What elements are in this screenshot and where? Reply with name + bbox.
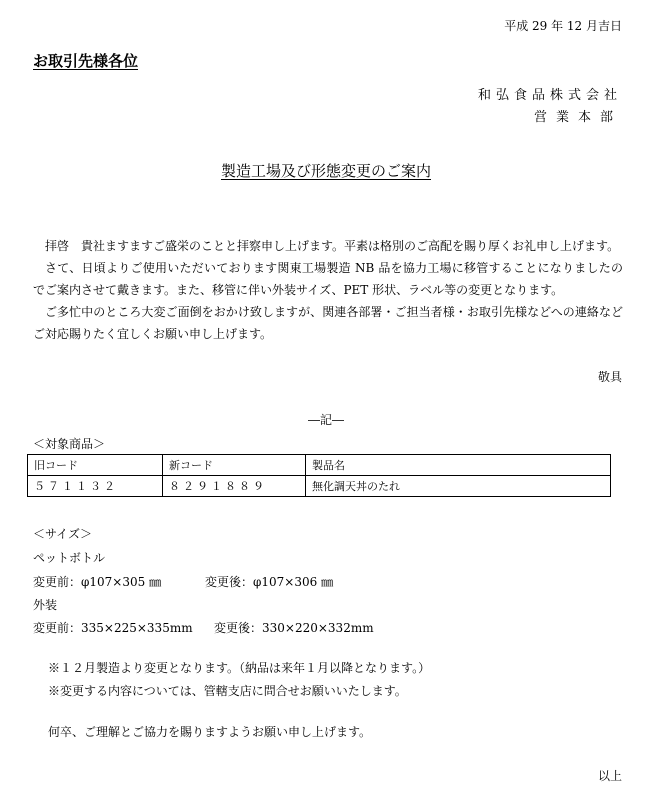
products-label: ＜対象商品＞ [33, 437, 106, 451]
pet-after: 変更後：φ107×306 ㎜ [205, 575, 334, 589]
body-paragraph: ご多忙中のところ大変ご面倒をおかけ致しますが、関連各部署・ご担当者様・お取引先様などへの連絡などご対応賜りたく宜しくお願い申し上げます。 [33, 305, 623, 341]
table-row [28, 476, 611, 497]
header-old-code: 旧コード [28, 455, 163, 476]
recipient-heading: お取引先様各位 [33, 52, 139, 70]
size-label: ＜サイズ＞ [33, 527, 93, 541]
document-title: 製造工場及び形態変更のご案内 [220, 162, 431, 180]
cell-new-code: ８２９１８８９ [163, 476, 306, 497]
ki-heading: ―記― [307, 413, 344, 427]
document-date: 平成 29 年 12 月吉日 [504, 19, 622, 33]
pet-bottle-label: ペットボトル [33, 551, 106, 565]
note-line: ※変更する内容については、管轄支店に問合せお願いいたします。 [48, 684, 407, 698]
header-product-name: 製品名 [306, 455, 611, 476]
cell-old-code: ５７１１３２ [28, 476, 163, 497]
table-header-row [28, 455, 611, 476]
pet-before: 変更前：φ107×305 ㎜ [33, 575, 162, 589]
body-paragraph: 拝啓 貴社ますますご盛栄のことと拝察申し上げます。平素は格別のご高配を賜り厚くお礼申し上げます。 [45, 239, 620, 253]
sender-department: 営業本部 [533, 110, 622, 125]
note-line: ※１２月製造より変更となります。（納品は来年１月以降となります。） [48, 661, 431, 675]
request-line: 何卒、ご理解とご協力を賜りますようお願い申し上げます。 [48, 725, 372, 739]
outer-after: 変更後：330×220×332mm [214, 621, 374, 635]
cell-product-name: 無化調天丼のたれ [306, 476, 611, 497]
letter-body [33, 235, 623, 345]
body-paragraph: さて、日頃よりご使用いただいております関東工場製造 NB 品を協力工場に移管することになりましたのでご案内させて戴きます。また、移管に伴い外装サイズ、PET 形状、ラベル等の変更となります。 [33, 261, 623, 297]
header-new-code: 新コード [163, 455, 306, 476]
sender-company: 和弘食品株式会社 [477, 88, 622, 103]
outer-before: 変更前：335×225×335mm [33, 621, 193, 635]
closing-keigu: 敬具 [597, 370, 622, 384]
products-table [27, 454, 611, 497]
closing-ijou: 以上 [597, 769, 622, 783]
outer-label: 外装 [33, 598, 58, 612]
